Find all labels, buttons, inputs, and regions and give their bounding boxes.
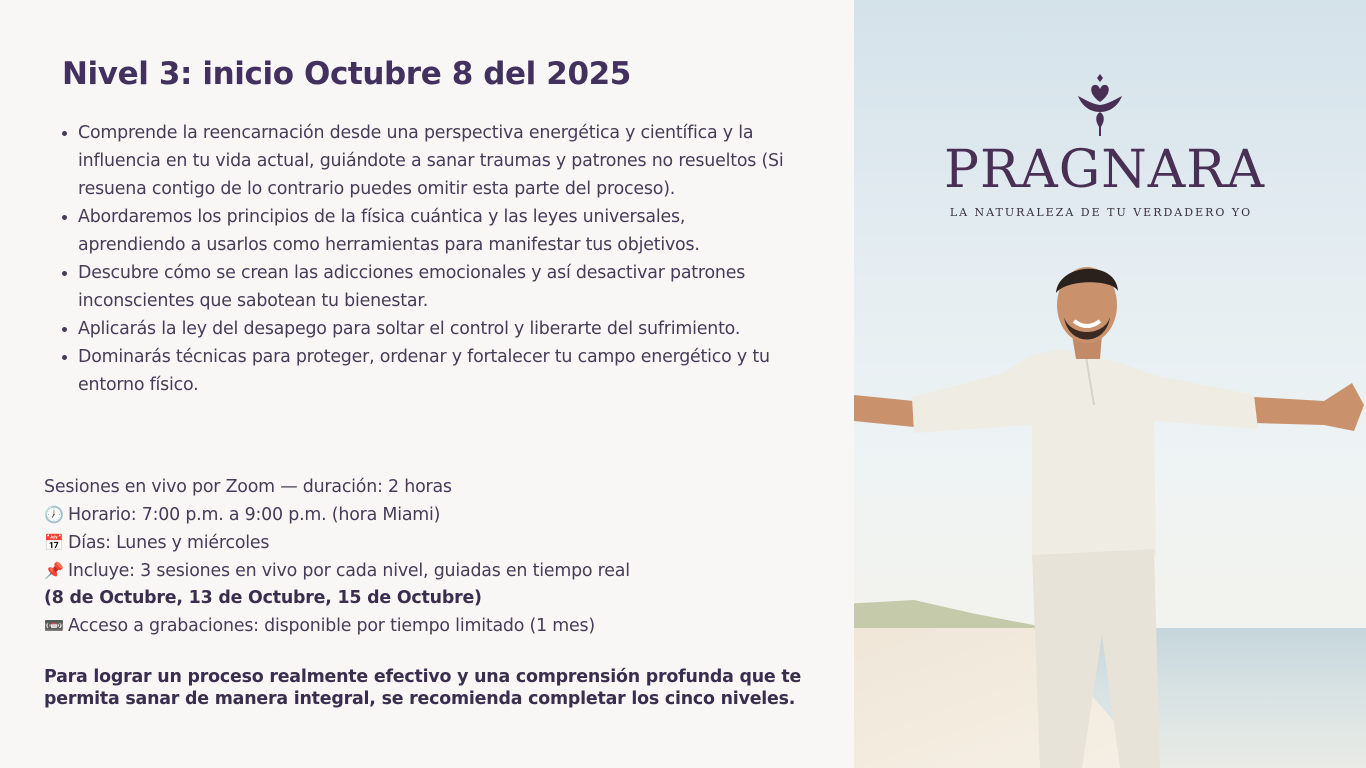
days-line (44, 529, 804, 557)
recordings-line (44, 612, 804, 640)
sessions-text: Sesiones en vivo por Zoom — duración: 2 horas (44, 477, 452, 497)
brand-name: PRAGNARA (944, 140, 1265, 200)
schedule-line (44, 501, 804, 529)
videocassette-icon: 📼 (44, 616, 64, 635)
hero-image (854, 0, 1366, 768)
list-item: Comprende la reencarnación desde una perspectiva energética y científica y la influencia en tu vida actual, guiándote a sanar traumas y patrones no resueltos (Si resuena contigo de lo contrario puedes omitir esta parte del proceso). (78, 119, 790, 203)
page-title: Nivel 3: inicio Octubre 8 del 2025 (62, 56, 631, 92)
list-item: Aplicarás la ley del desapego para soltar el control y liberarte del sufrimiento. (78, 315, 790, 343)
list-item: Dominarás técnicas para proteger, ordenar y fortalecer tu campo energético y tu entorno físico. (78, 343, 790, 399)
calendar-icon: 📅 (44, 533, 64, 552)
lotus-heart-icon (1066, 72, 1134, 140)
includes-line (44, 557, 804, 585)
man-illustration (854, 255, 1366, 768)
includes-text: Incluye: 3 sesiones en vivo por cada nivel, guiadas en tiempo real (68, 561, 630, 581)
dates-text: (8 de Octubre, 13 de Octubre, 15 de Octubre) (44, 588, 482, 608)
recordings-text: Acceso a grabaciones: disponible por tiempo limitado (1 mes) (68, 616, 595, 636)
brand-tagline: LA NATURALEZA DE TU VERDADERO YO (949, 206, 1253, 219)
schedule-text: Horario: 7:00 p.m. a 9:00 p.m. (hora Miami) (68, 505, 441, 525)
days-text: Días: Lunes y miércoles (68, 533, 270, 553)
pushpin-icon: 📌 (44, 561, 64, 580)
list-item: Descubre cómo se crean las adicciones emocionales y así desactivar patrones inconscientes que sabotean tu bienestar. (78, 259, 790, 315)
session-info (44, 474, 804, 640)
closing-note: Para lograr un proceso realmente efectivo y una comprensión profunda que te permita sanar de manera integral, se recomienda completar los cinco niveles. (44, 667, 802, 709)
list-item: Abordaremos los principios de la física cuántica y las leyes universales, aprendiendo a usarlos como herramientas para manifestar tus objetivos. (78, 203, 790, 259)
clock-icon: 🕖 (44, 505, 64, 524)
topic-list (78, 119, 790, 399)
